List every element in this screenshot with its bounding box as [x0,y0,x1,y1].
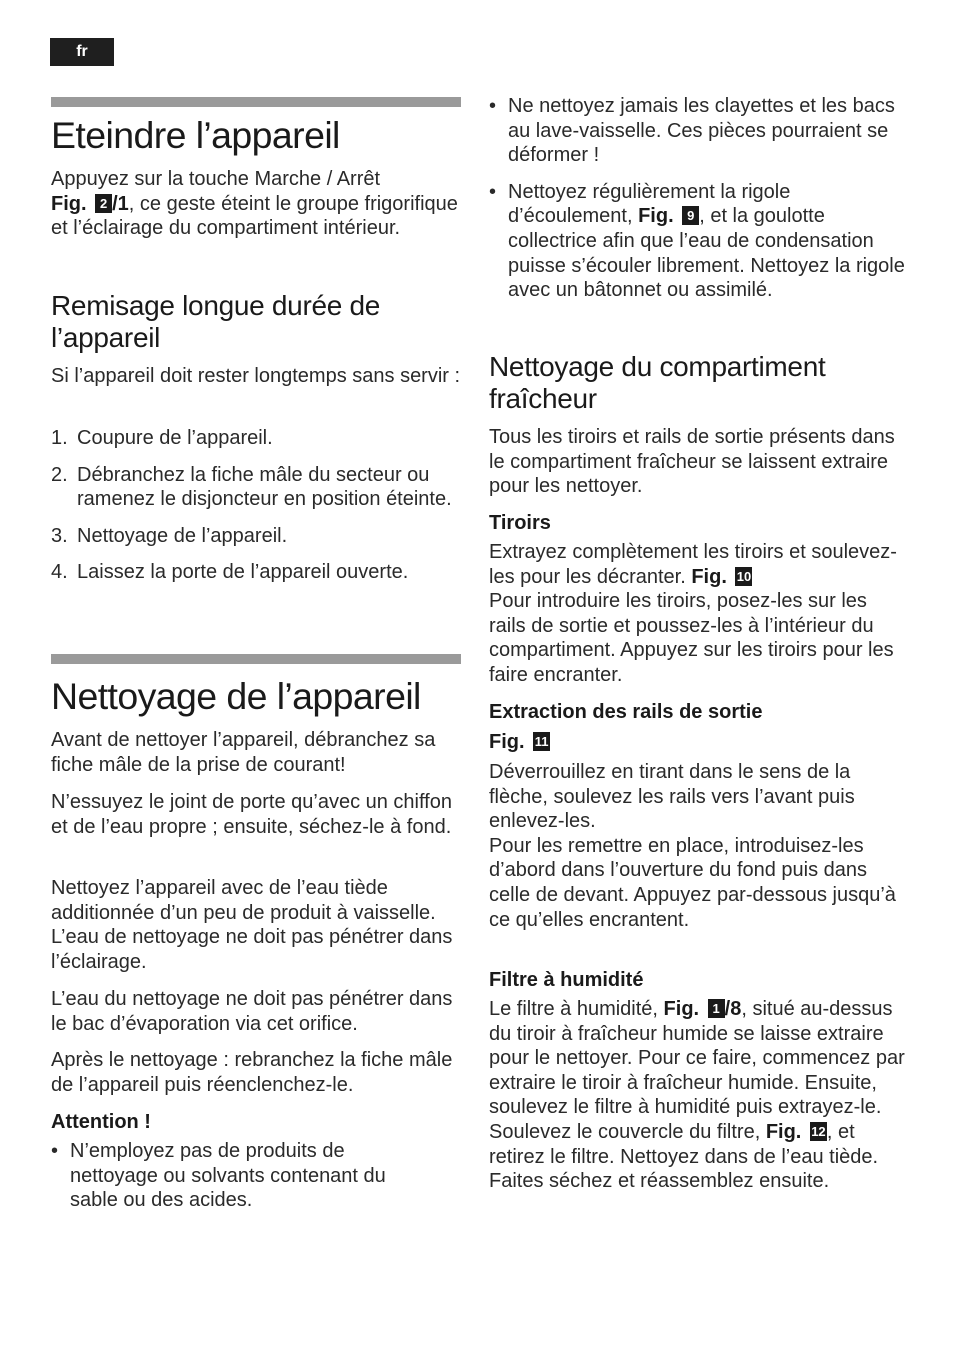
nettoyage-paragraph-1: Avant de nettoyer l’appareil, débranchez sa fiche mâle de la prise de courant! [51,729,436,776]
figure-number-badge: 12 [811,1123,826,1139]
section-divider [51,97,461,107]
language-tab: fr [50,38,114,66]
fig-reference: Fig. 12 [765,1120,826,1143]
list-item: 2. Débranchez la fiche mâle du secteur ou ramenez le disjoncteur en position éteinte. [51,463,452,511]
section-title-fraicheur: Nettoyage du compartiment fraîcheur [489,351,826,414]
list-item: • N’employez pas de produits de nettoyage ou solvants contenant du sable ou des acides. [51,1140,386,1212]
nettoyage-paragraph-2: N’essuyez le joint de porte qu’avec un chiffon et de l’eau propre ; ensuite, séchez-le à fond. [51,791,452,838]
rails-paragraph: Déverrouillez en tirant dans le sens de la flèche, soulevez les rails vers l’avant puis enlevez-les. Pour les remettre en place, introduisez-les d’abord dans l’ouverture du fond puis dans celle de devant. Appuyez par-dessous jusqu’à ce qu’elles encrantent. [489,761,896,931]
section-title-eteindre: Eteindre l’appareil [51,114,340,156]
fig-reference: Fig. 10 [691,565,752,588]
nettoyage-paragraph-3: Nettoyez l’appareil avec de l’eau tiède additionnée d’un peu de produit à vaisselle. L’eau de nettoyage ne doit pas pénétrer dans l’éclairage. [51,877,453,973]
list-item: 3. Nettoyage de l’appareil. [51,524,288,547]
nettoyage-paragraph-4: L’eau du nettoyage ne doit pas pénétrer dans le bac d’évaporation via cet orifice. [51,988,453,1035]
figure-number-badge: 10 [736,568,752,584]
figure-number-badge: 9 [682,206,699,225]
tiroirs-paragraph: Extrayez complètement les tiroirs et soulevez-les pour les décranter. Fig. 10 Pour introduire les tiroirs, posez-les sur les rails de sortie et poussez-les à l’intérieur du compartiment. Appuyez sur les tiroirs pour les faire encranter. [489,541,897,686]
list-item: 1. Coupure de l’appareil. [51,427,273,449]
nettoyage-paragraph-5: Après le nettoyage : rebranchez la fiche mâle de l’appareil puis réenclenchez-le. [51,1049,453,1096]
figure-number-badge: 1 [708,999,725,1018]
rails-heading: Extraction des rails de sortie [489,701,763,723]
attention-list [51,1139,421,1213]
fig-reference: Fig. 2 /1 [51,192,129,215]
section-title-remisage: Remisage longue durée de l’appareil [51,290,381,353]
list-item: • Ne nettoyez jamais les clayettes et les bacs au lave-vaisselle. Ces pièces pourraient se déformer ! [489,95,895,167]
filtre-paragraph: Le filtre à humidité, Fig. 1 /8, situé au-dessus du tiroir à fraîcheur humide se laisse extraire pour le nettoyer. Pour ce faire, commencez par extraire le tiroir à fraîcheur humide. Ensuite, soulevez le filtre à humidité puis extrayez-le. Soulevez le couvercle du filtre, Fig. 12, et retirez le filtre. Nettoyez dans de l’eau tiède. Faites séchez et réassemblez ensuite. [489,998,905,1193]
figure-number-badge: 11 [534,734,549,749]
remisage-steps [51,426,461,585]
fraicheur-intro: Tous les tiroirs et rails de sortie présents dans le compartiment fraîcheur se laissent extraire pour les nettoyer. [489,426,895,498]
nettoyage-bullets [489,94,905,303]
fig-reference: Fig. 9 [638,205,699,227]
section-divider [51,654,461,664]
remisage-intro: Si l’appareil doit rester longtemps sans servir : [51,365,461,387]
tiroirs-heading: Tiroirs [489,512,551,534]
fig-reference: Fig. 1 /8 [663,998,742,1020]
list-item: • Nettoyez régulièrement la rigole d’écoulement, Fig. 9 , et la goulotte collectrice afin que l’eau de condensation puisse s’écouler librement. Nettoyez la rigole avec un bâtonnet ou assimilé. [489,180,905,302]
rails-fig-reference: Fig. 11 [489,731,549,753]
section-title-nettoyage: Nettoyage de l’appareil [51,675,421,717]
list-item: 4. Laissez la porte de l’appareil ouverte. [51,561,409,584]
eteindre-paragraph: Appuyez sur la touche Marche / Arrêt Fig. 2 /1, ce geste éteint le groupe frigorifique et l’éclairage du compartiment intérieur. [51,168,458,240]
filtre-heading: Filtre à humidité [489,969,644,991]
attention-heading: Attention ! [51,1111,151,1133]
figure-number-badge: 2 [95,194,112,213]
